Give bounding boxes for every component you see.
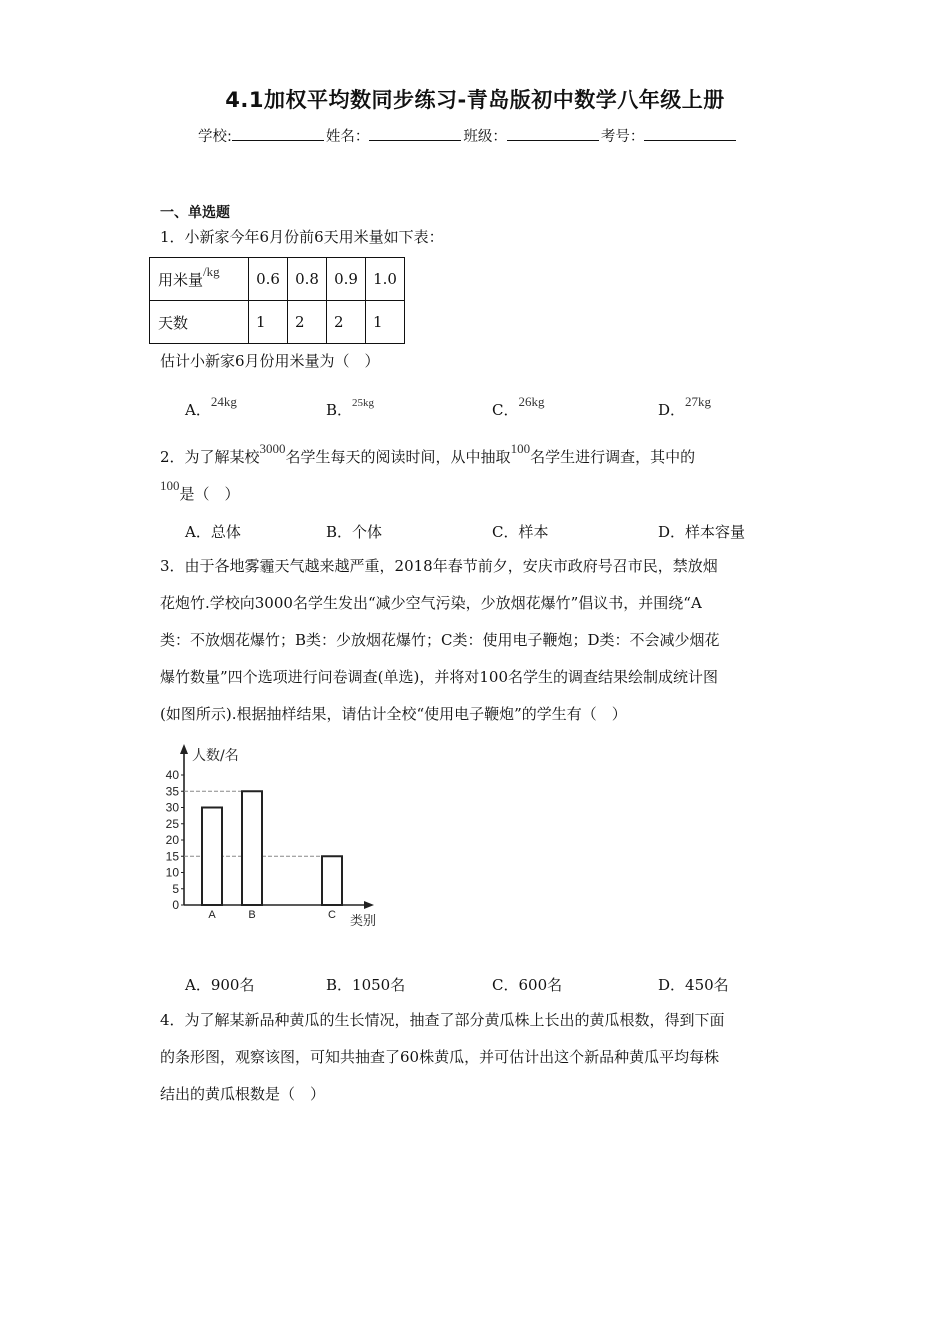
exam-no-label: 考号： (600, 129, 645, 145)
q1-stem: 1．小新家今年6月份前6天用米量如下表： (160, 228, 444, 246)
q2-number-100: 100 (510, 441, 531, 456)
x-axis-label: 类别 (350, 914, 377, 929)
table-cell: 0.9 (327, 258, 366, 301)
q2-option-a[interactable]: A．总体 (185, 523, 241, 541)
name-label: 姓名： (325, 129, 370, 145)
y-tick-label: 20 (165, 833, 179, 847)
q2-option-b[interactable]: B．个体 (326, 523, 383, 541)
q2-option-d[interactable]: D．样本容量 (658, 523, 746, 541)
x-tick-label: B (248, 909, 256, 921)
option-letter: D． (658, 401, 686, 419)
q4-line: 结出的黄瓜根数是（ ） (160, 1085, 326, 1103)
table-row (150, 258, 405, 301)
y-tick-label: 40 (165, 768, 179, 782)
name-blank[interactable] (369, 126, 461, 141)
option-value: 24kg (210, 394, 237, 409)
x-axis-arrow (364, 901, 374, 909)
row1-unit: /kg (203, 263, 220, 279)
table-cell: 2 (288, 301, 327, 344)
row1-label: 用米量 (158, 270, 204, 289)
y-tick-label: 10 (165, 865, 179, 880)
q3-line: 花炮竹.学校向3000名学生发出“减少空气污染，少放烟花爆竹”倡议书，并围绕“A (160, 594, 702, 612)
table-cell: 2 (327, 301, 366, 344)
q2-text-c: 名学生进行调查，其中的 (530, 448, 696, 466)
option-letter: C． (492, 401, 519, 419)
q1-option-a[interactable] (185, 394, 237, 420)
q2-text-b: 名学生每天的阅读时间，从中抽取 (285, 448, 511, 466)
class-blank[interactable] (507, 126, 599, 141)
page-title: 4.1加权平均数同步练习-青岛版初中数学八年级上册 (225, 88, 725, 112)
table-cell: 1.0 (366, 258, 405, 301)
q2-line1 (160, 441, 696, 468)
q2-text-a: 2．为了解某校 (160, 448, 260, 466)
school-label: 学校: (198, 129, 232, 145)
y-axis-arrow (180, 744, 188, 754)
school-blank[interactable] (232, 126, 324, 141)
q3-line: 爆竹数量”四个选项进行问卷调查(单选)，并将对100名学生的调查结果绘制成统计图 (160, 668, 719, 686)
y-tick-label: 0 (172, 898, 179, 912)
table-cell: 0.6 (249, 258, 288, 301)
q2-text-d: 是（ ） (179, 485, 240, 503)
x-tick-label: A (208, 909, 216, 921)
q2-option-c[interactable]: C．样本 (492, 523, 549, 541)
q3-option-d[interactable]: D．450名 (658, 976, 729, 994)
y-axis-label: 人数/名 (192, 748, 239, 764)
q3-line: 类：不放烟花爆竹；B类：少放烟花爆竹；C类：使用电子鞭炮；D类：不会减少烟花 (160, 631, 720, 649)
q1-option-d[interactable] (658, 394, 712, 420)
exam-no-blank[interactable] (644, 126, 736, 141)
bar-A (202, 808, 222, 906)
q1-option-c[interactable] (492, 394, 545, 420)
q1-option-b[interactable] (326, 399, 374, 420)
option-value: 26kg (518, 394, 545, 409)
table-cell: 1 (249, 301, 288, 344)
chart-root (166, 744, 376, 929)
q4-line: 4．为了解某新品种黄瓜的生长情况，抽查了部分黄瓜株上长出的黄瓜根数，得到下面 (160, 1011, 725, 1029)
table-cell (150, 258, 249, 301)
bar-C (322, 856, 342, 905)
option-value: 27kg (685, 394, 712, 409)
q4-line: 的条形图，观察该图，可知共抽查了60株黄瓜，并可估计出这个新品种黄瓜平均每株 (160, 1048, 720, 1066)
q2-number-100-b: 100 (160, 478, 180, 493)
y-tick-label: 5 (172, 881, 179, 896)
bar-B (242, 791, 262, 905)
option-letter: B． (326, 401, 353, 419)
q3-line: 3．由于各地雾霾天气越来越严重，2018年春节前夕，安庆市政府号召市民，禁放烟 (160, 557, 718, 575)
q1-question: 估计小新家6月份用米量为（ ） (160, 352, 380, 370)
table-cell: 0.8 (288, 258, 327, 301)
y-tick-label: 25 (165, 816, 179, 831)
q2-line2 (160, 478, 240, 505)
y-tick-label: 15 (165, 849, 179, 864)
q3-option-a[interactable]: A．900名 (185, 976, 255, 994)
q2-number-3000: 3000 (259, 441, 286, 456)
table-cell: 1 (366, 301, 405, 344)
q3-option-c[interactable]: C．600名 (492, 976, 563, 994)
q3-line: (如图所示).根据抽样结果，请估计全校“使用电子鞭炮”的学生有（ ） (160, 705, 627, 723)
q3-bar-chart (160, 740, 390, 940)
option-value: 25kg (352, 397, 375, 409)
table-row (150, 301, 405, 344)
student-info-line (198, 125, 738, 146)
q1-table (149, 257, 405, 344)
x-tick-label: C (328, 909, 336, 921)
section-title: 一、单选题 (160, 205, 230, 221)
class-label: 班级： (463, 129, 507, 145)
row2-label: 天数 (150, 301, 249, 344)
y-tick-label: 30 (165, 800, 179, 815)
option-letter: A． (185, 401, 211, 419)
q3-option-b[interactable]: B．1050名 (326, 976, 406, 994)
y-tick-label: 35 (165, 784, 179, 799)
